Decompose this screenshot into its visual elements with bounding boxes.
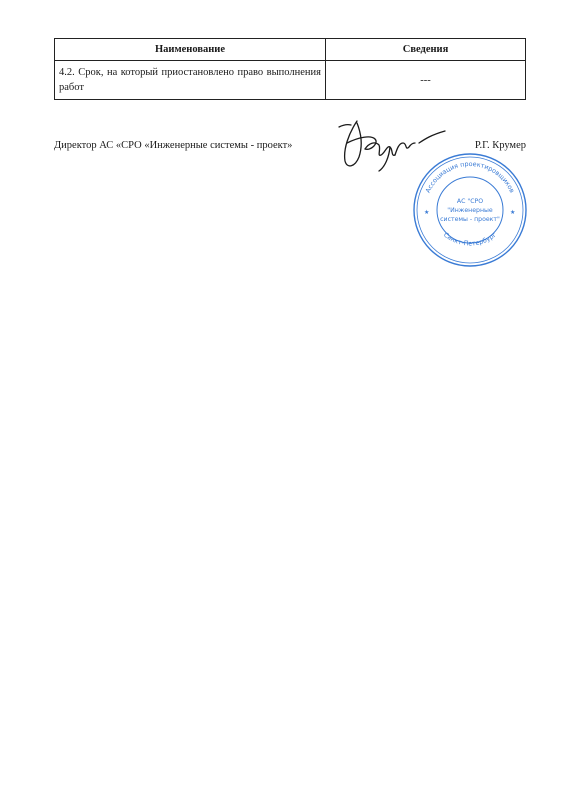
svg-text:★: ★ bbox=[424, 209, 430, 216]
row-value-cell: --- bbox=[326, 61, 526, 100]
header-name: Наименование bbox=[55, 39, 326, 61]
svg-text:"Инженерные: "Инженерные bbox=[447, 207, 493, 214]
organization-seal bbox=[412, 152, 528, 268]
signer-name: Р.Г. Крумер bbox=[474, 140, 526, 151]
svg-text:★: ★ bbox=[510, 209, 516, 216]
header-value: Сведения bbox=[326, 39, 526, 61]
table-row bbox=[55, 61, 526, 100]
position-title: Директор АС «СРО «Инженерные системы - проект» bbox=[54, 140, 293, 151]
svg-text:системы - проект": системы - проект" bbox=[440, 216, 500, 223]
table-header-row bbox=[55, 39, 526, 61]
row-name-cell: 4.2. Срок, на который приостановлено право выполнения работ bbox=[55, 61, 326, 100]
info-table bbox=[54, 38, 526, 100]
svg-text:АС "СРО: АС "СРО bbox=[456, 198, 484, 205]
svg-text:Санкт-Петербург: Санкт-Петербург bbox=[442, 230, 498, 248]
svg-text:Ассоциация проектировщиков: Ассоциация проектировщиков bbox=[423, 159, 517, 195]
